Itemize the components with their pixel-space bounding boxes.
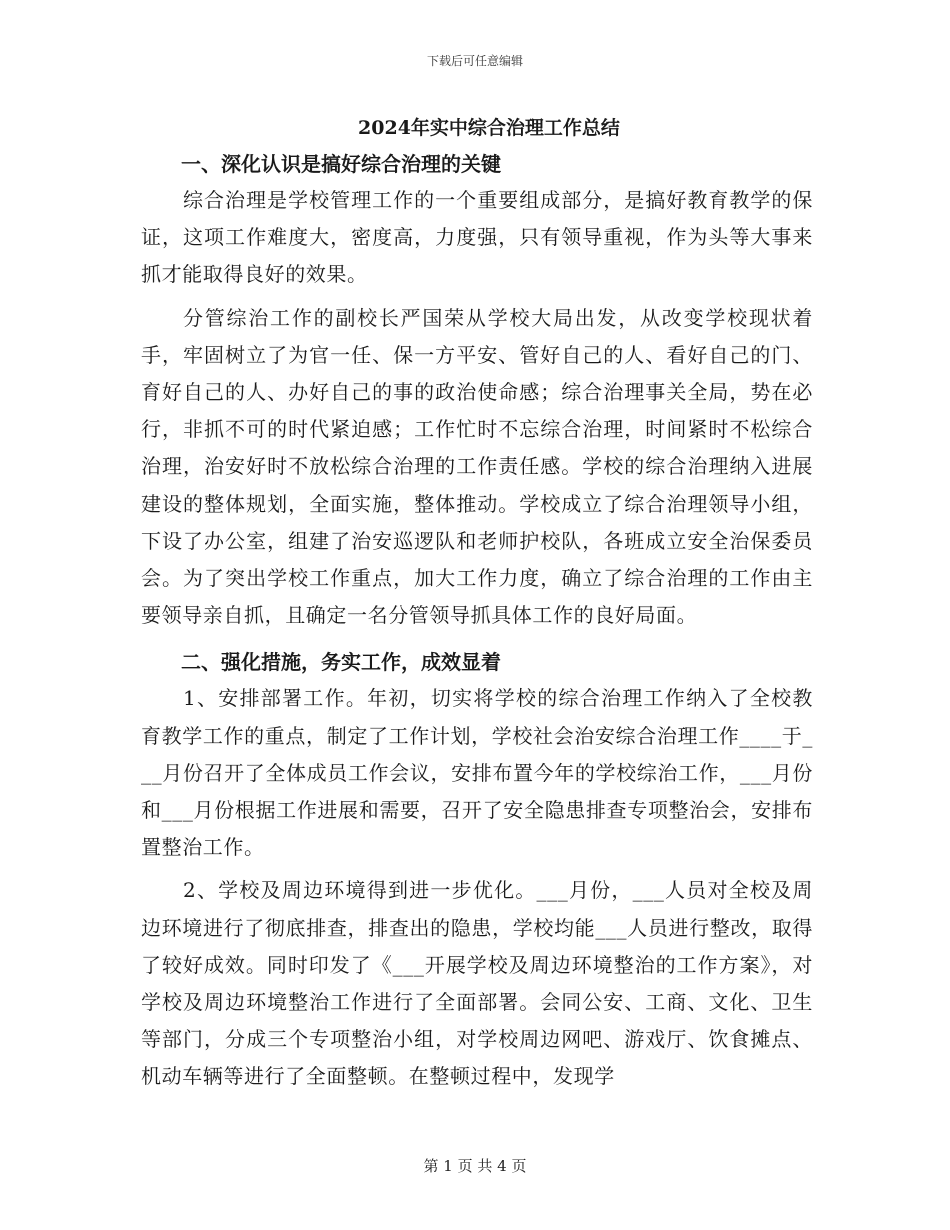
section-heading-2: 二、强化措施，务实工作，成效显着 — [181, 650, 501, 675]
header-note: 下载后可任意编辑 — [426, 54, 523, 68]
document-title: 2024年实中综合治理工作总结 — [358, 117, 620, 139]
document-body — [141, 110, 813, 1096]
page-number: 第 1 页 共 4 页 — [423, 1157, 527, 1175]
section-heading-1: 一、深化认识是搞好综合治理的关键 — [181, 152, 501, 176]
paragraph: 2、学校及周边环境得到进一步优化。___月份，___人员对全校及周边环境进行了彻底排查，排查出的隐患，学校均能___人员进行整改，取得了较好成效。同时印发了《___开展学校及周边环境整治的工作方案》，对学校及周边环境整治工作进行了全面部署。会同公安、工商、文化、卫生等部门，分成三个专项整治小组，对学校周边网吧、游戏厅、饮食摊点、机动车辆等进行了全面整顿。在整顿过程中，发现学 — [141, 878, 813, 1089]
paragraph: 分管综治工作的副校长严国荣从学校大局出发，从改变学校现状着手，牢固树立了为官一任、保一方平安、管好自己的人、看好自己的门、育好自己的人、办好自己的事的政治使命感；综合治理事关全局，势在必行，非抓不可的时代紧迫感；工作忙时不忘综合治理，时间紧时不松综合治理，治安好时不放松综合治理的工作责任感。学校的综合治理纳入进展建设的整体规划，全面实施，整体推动。学校成立了综合治理领导小组，下设了办公室，组建了治安巡逻队和老师护校队，各班成立安全治保委员会。为了突出学校工作重点，加大工作力度，确立了综合治理的工作由主要领导亲自抓，且确定一名分管领导抓具体工作的良好局面。 — [141, 305, 813, 628]
paragraph: 综合治理是学校管理工作的一个重要组成部分，是搞好教育教学的保证，这项工作难度大，密度高，力度强，只有领导重视，作为头等大事来抓才能取得良好的效果。 — [141, 188, 813, 287]
paragraph: 1、安排部署工作。年初，切实将学校的综合治理工作纳入了全校教育教学工作的重点，制定了工作计划，学校社会治安综合治理工作____于___月份召开了全体成员工作会议，安排布置今年的学校综治工作，___月份和___月份根据工作进展和需要，召开了安全隐患排查专项整治会，安排布置整治工作。 — [141, 686, 813, 860]
